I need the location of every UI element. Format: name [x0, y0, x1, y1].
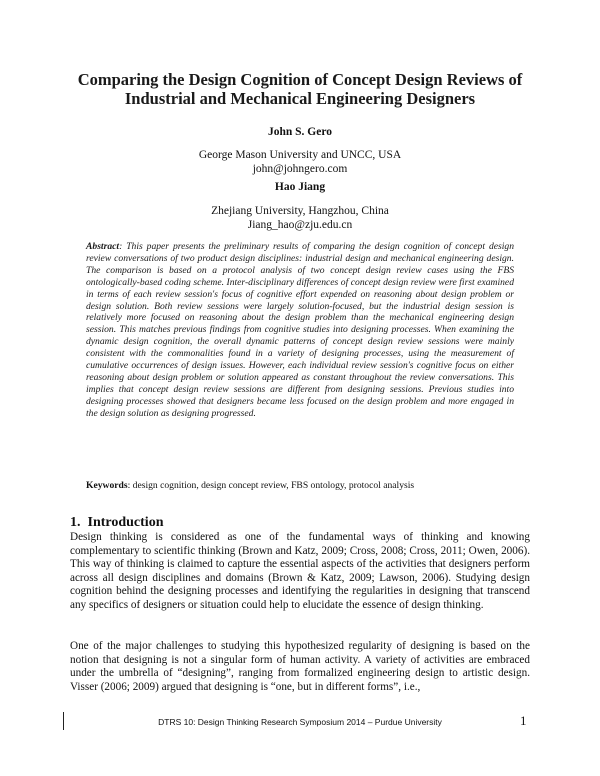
abstract-text: This paper presents the preliminary results of comparing the design cognition of concept design review conversations of two product design disciplines: industrial design and mechanical engineering design. The comparison is based on a protocol analysis of two concept design review cases using the FBS ontologically-based coding scheme. Inter-disciplinary differences of concept design review were first examined in terms of each review session's focus of cognitive effort expended on reasoning about design problem or design solution. Both review sessions were largely solution-focused, but the industrial design session is relatively more focused on reasoning about the design problem than the mechanical engineering design session. This matches previous findings from cognitive studies into designing processes. When examining the dynamic design cognition, the overall dynamic patterns of concept design review sessions were mainly consistent with the commonalities found in a variety of designing processes, using the measurement of cumulative occurrences of design issues. However, each individual review session's cognitive focus on either reasoning about design problem or solution appeared as constant throughout the review conversations. This implies that concept design review sessions are different from designing sessions. Previous studies into designing processes showed that designers became less focused on the design problem and more engaged in the design solution as designing progressed. — [86, 241, 514, 419]
author-name-1: John S. Gero — [267, 126, 332, 138]
section-heading — [70, 515, 163, 531]
keywords-label: Keywords — [86, 480, 128, 491]
intro-paragraph-1: Design thinking is considered as one of the fundamental ways of thinking and knowing complementary to scientific thinking (Brown and Katz, 2009; Cross, 2008; Cross, 2011; Owen, 2006). This way of thinking is claimed to capture the essential aspects of the activities that designers perform across all design disciplines and domains (Brown & Katz, 2009; Lawson, 2006). Studying design cognition behind the designing processes and identifying the regularities in designing that transcend any specifics of designers or situation could help to elucidate the essence of design thinking. — [70, 531, 530, 611]
author-email-2: Jiang_hao@zju.edu.cn — [247, 219, 353, 231]
abstract: Abstract: This paper presents the preliminary results of comparing the design cognition of concept design review conversations of two product design disciplines: industrial design and mechanical engineering design. The comparison is based on a protocol analysis of two concept design review cases using the FBS ontologically-based coding scheme. Inter-disciplinary differences of concept design review were first examined in terms of each review session's focus of cognitive effort expended on reasoning about design problem or design solution. Both review sessions were largely solution-focused, but the industrial design session is relatively more focused on reasoning about the design problem than the mechanical engineering design session. This matches previous findings from cognitive studies into designing processes. When examining the dynamic design cognition, the overall dynamic patterns of concept design review sessions were mainly consistent with the commonalities found in a variety of designing processes, using the measurement of cumulative occurrences of design issues. However, each individual review session's cognitive focus on either reasoning about design problem or solution appeared as constant throughout the review conversations. This implies that concept design review sessions are different from designing sessions. Previous studies into designing processes showed that designers became less focused on the design problem and more engaged in the design solution as designing progressed. — [86, 241, 514, 419]
paper-title: Comparing the Design Cognition of Concept Design Reviews of Industrial and Mechanical Engineering Designers — [77, 70, 523, 108]
intro-paragraph-2: One of the major challenges to studying this hypothesized regularity of designing is based on the notion that designing is not a singular form of human activity. A variety of activities are embraced under the umbrella of “designing”, ranging from formalized engineering design to artistic design. Visser (2006; 2009) argued that designing is “one, but in different forms”, i.e., — [70, 640, 530, 693]
abstract-label: Abstract — [86, 241, 120, 252]
section-number: 1. — [70, 515, 81, 530]
author-email-1: john@johngero.com — [252, 163, 348, 175]
page-number: 1 — [520, 713, 527, 728]
author-name-2: Hao Jiang — [274, 181, 326, 193]
footer-text: DTRS 10: Design Thinking Research Symposium 2014 – Purdue University — [158, 717, 442, 727]
keywords: Keywords: design cognition, design concept review, FBS ontology, protocol analysis — [86, 480, 415, 491]
keywords-text: design cognition, design concept review, FBS ontology, protocol analysis — [132, 480, 415, 491]
author-affiliation-1: George Mason University and UNCC, USA — [198, 149, 402, 161]
author-affiliation-2: Zhejiang University, Hangzhou, China — [211, 205, 389, 217]
section-title: Introduction — [87, 515, 164, 530]
